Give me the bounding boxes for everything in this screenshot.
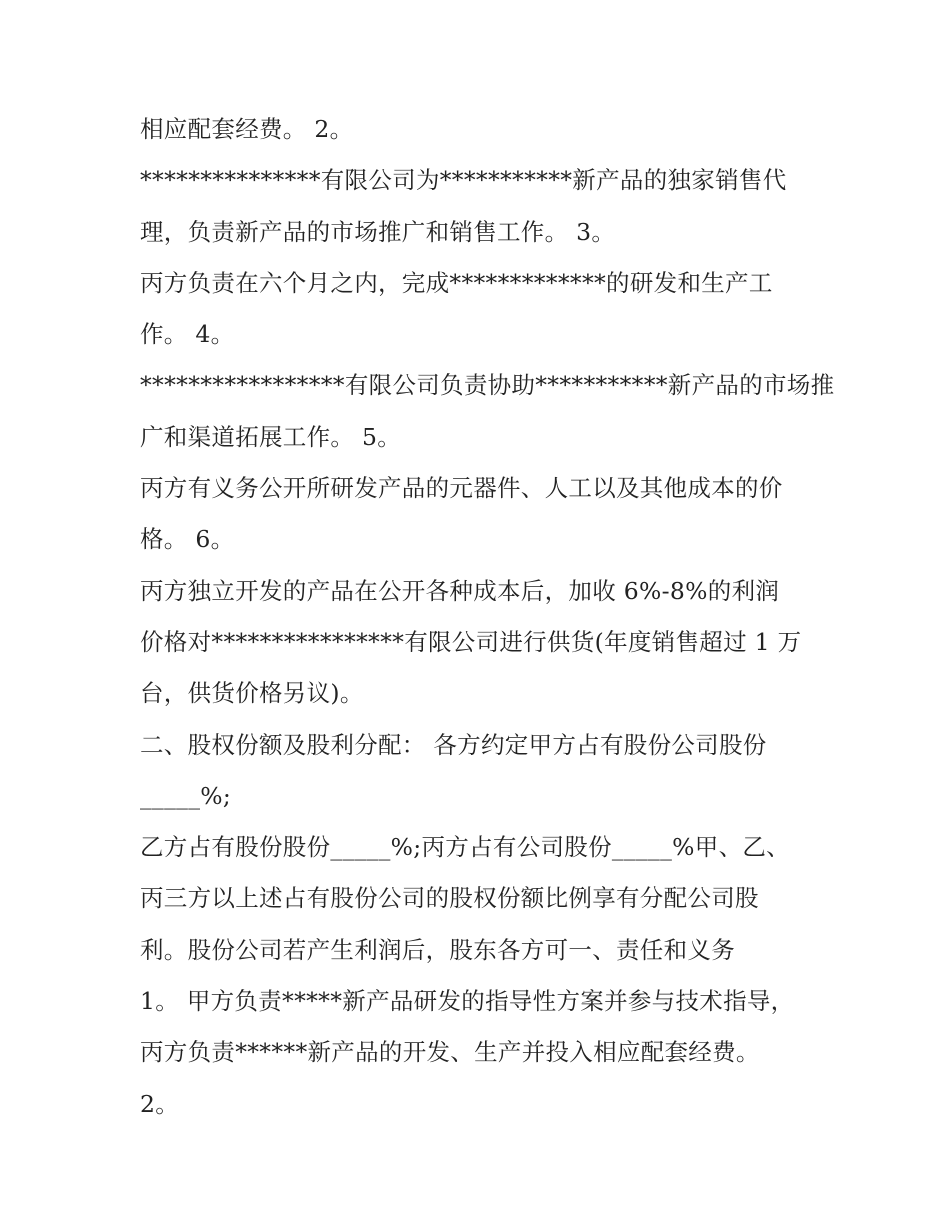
text-line: 乙方占有股份股份_____%;丙方占有公司股份_____%甲、乙、 [140,833,790,862]
text-line: _____%; [140,781,232,810]
text-line: 台，供货价格另议)。 [140,679,364,708]
text-line: ***************有限公司为***********新产品的独家销售代 [140,166,787,195]
text-line: 丙方有义务公开所研发产品的元器件、人工以及其他成本的价 [140,474,783,503]
text-line: 1。 甲方负责*****新产品研发的指导性方案并参与技术指导， [140,987,795,1016]
text-line: 广和渠道拓展工作。 5。 [140,422,402,451]
text-line: 作。 4。 [140,320,235,349]
text-line: 丙方负责在六个月之内，完成*************的研发和生产工 [140,268,773,297]
text-line: 2。 [140,1089,180,1118]
text-line: 二、股权份额及股利分配： 各方约定甲方占有股份公司股份 [140,730,767,759]
text-line: 利。股份公司若产生利润后，股东各方可一、责任和义务 [140,935,735,964]
text-line: 丙方负责******新产品的开发、生产并投入相应配套经费。 [140,1038,760,1067]
document-body [140,104,840,1130]
text-line: *****************有限公司负责协助***********新产品的市场推 [140,371,835,400]
text-line: 价格对****************有限公司进行供货(年度销售超过 1 万 [140,627,802,656]
text-line: 格。 6。 [140,525,235,554]
text-line: 丙三方以上述占有股份公司的股权份额比例享有分配公司股 [140,884,759,913]
text-line: 理，负责新产品的市场推广和销售工作。 3。 [140,217,616,246]
text-line: 相应配套经费。 2。 [140,115,354,143]
text-line: 丙方独立开发的产品在公开各种成本后，加收 6%-8%的利润 [140,576,780,605]
